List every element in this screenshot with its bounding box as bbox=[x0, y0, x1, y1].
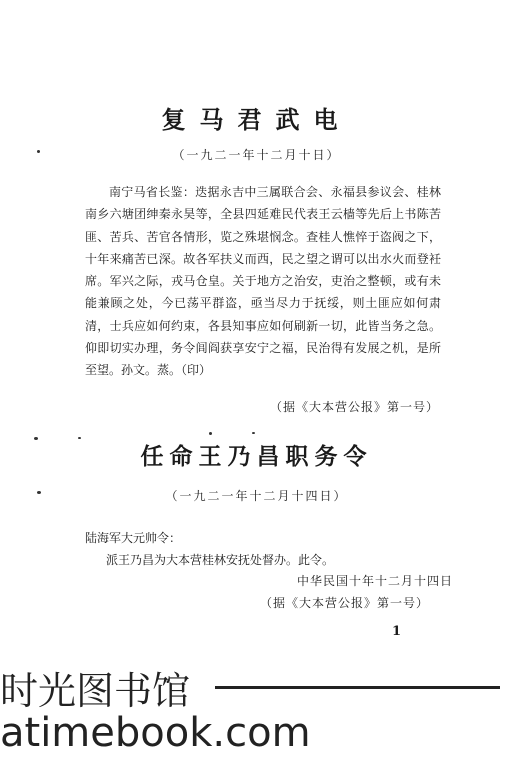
watermark-line2: atimebook.com bbox=[0, 710, 311, 756]
section2-source: （据《大本营公报》第一号） bbox=[260, 596, 430, 610]
section1-title: 复马君武电 bbox=[161, 105, 352, 134]
scan-speck bbox=[37, 491, 41, 494]
section1-source: （据《大本营公报》第一号） bbox=[270, 400, 440, 414]
scan-speck bbox=[37, 150, 40, 153]
watermark-rule bbox=[215, 686, 500, 689]
section2-signature-date: 中华民国十年十二月十四日 bbox=[296, 574, 453, 588]
section2-title: 任命王乃昌职务令 bbox=[140, 443, 373, 470]
scan-speck bbox=[78, 437, 81, 439]
section2-date: （一九二一年十二月十四日） bbox=[165, 489, 348, 503]
section1-date: （一九二一年十二月十日） bbox=[172, 148, 341, 162]
scan-speck bbox=[34, 437, 38, 440]
watermark-line1: 时光图书馆 bbox=[0, 669, 191, 713]
section1-body: 南宁马省长鉴：迭据永吉中三属联合会、永福县参议会、桂林南乡六塘团绅秦永昊等，全县四延难民代表王云樯等先后上书陈苦匪、苦兵、苦官各情形，览之殊堪悯念。查桂人憔悴于盗阀之下，十年来痛苦已深。故各军扶义而西，民之望之谓可以出水火而登衽席。军兴之际，戎马仓皇。关于地方之治安，吏治之整顿，或有未能兼顾之处，今已荡平群盗，亟当尽力于抚绥，则土匪应如何肃清，士兵应如何约束，各县知事应如何刷新一切，此皆当务之急。仰即切实办理，务令闾阎获享安宁之福，民治得有发展之机，是所至望。孙文。蒸。（印） bbox=[85, 185, 441, 378]
section2-order: 派王乃昌为大本营桂林安抚处督办。此令。 bbox=[106, 553, 335, 567]
scan-speck bbox=[252, 432, 255, 434]
page-number: 1 bbox=[392, 624, 402, 639]
section2-salutation: 陆海军大元帅令： bbox=[85, 531, 182, 545]
scan-speck bbox=[209, 432, 212, 435]
